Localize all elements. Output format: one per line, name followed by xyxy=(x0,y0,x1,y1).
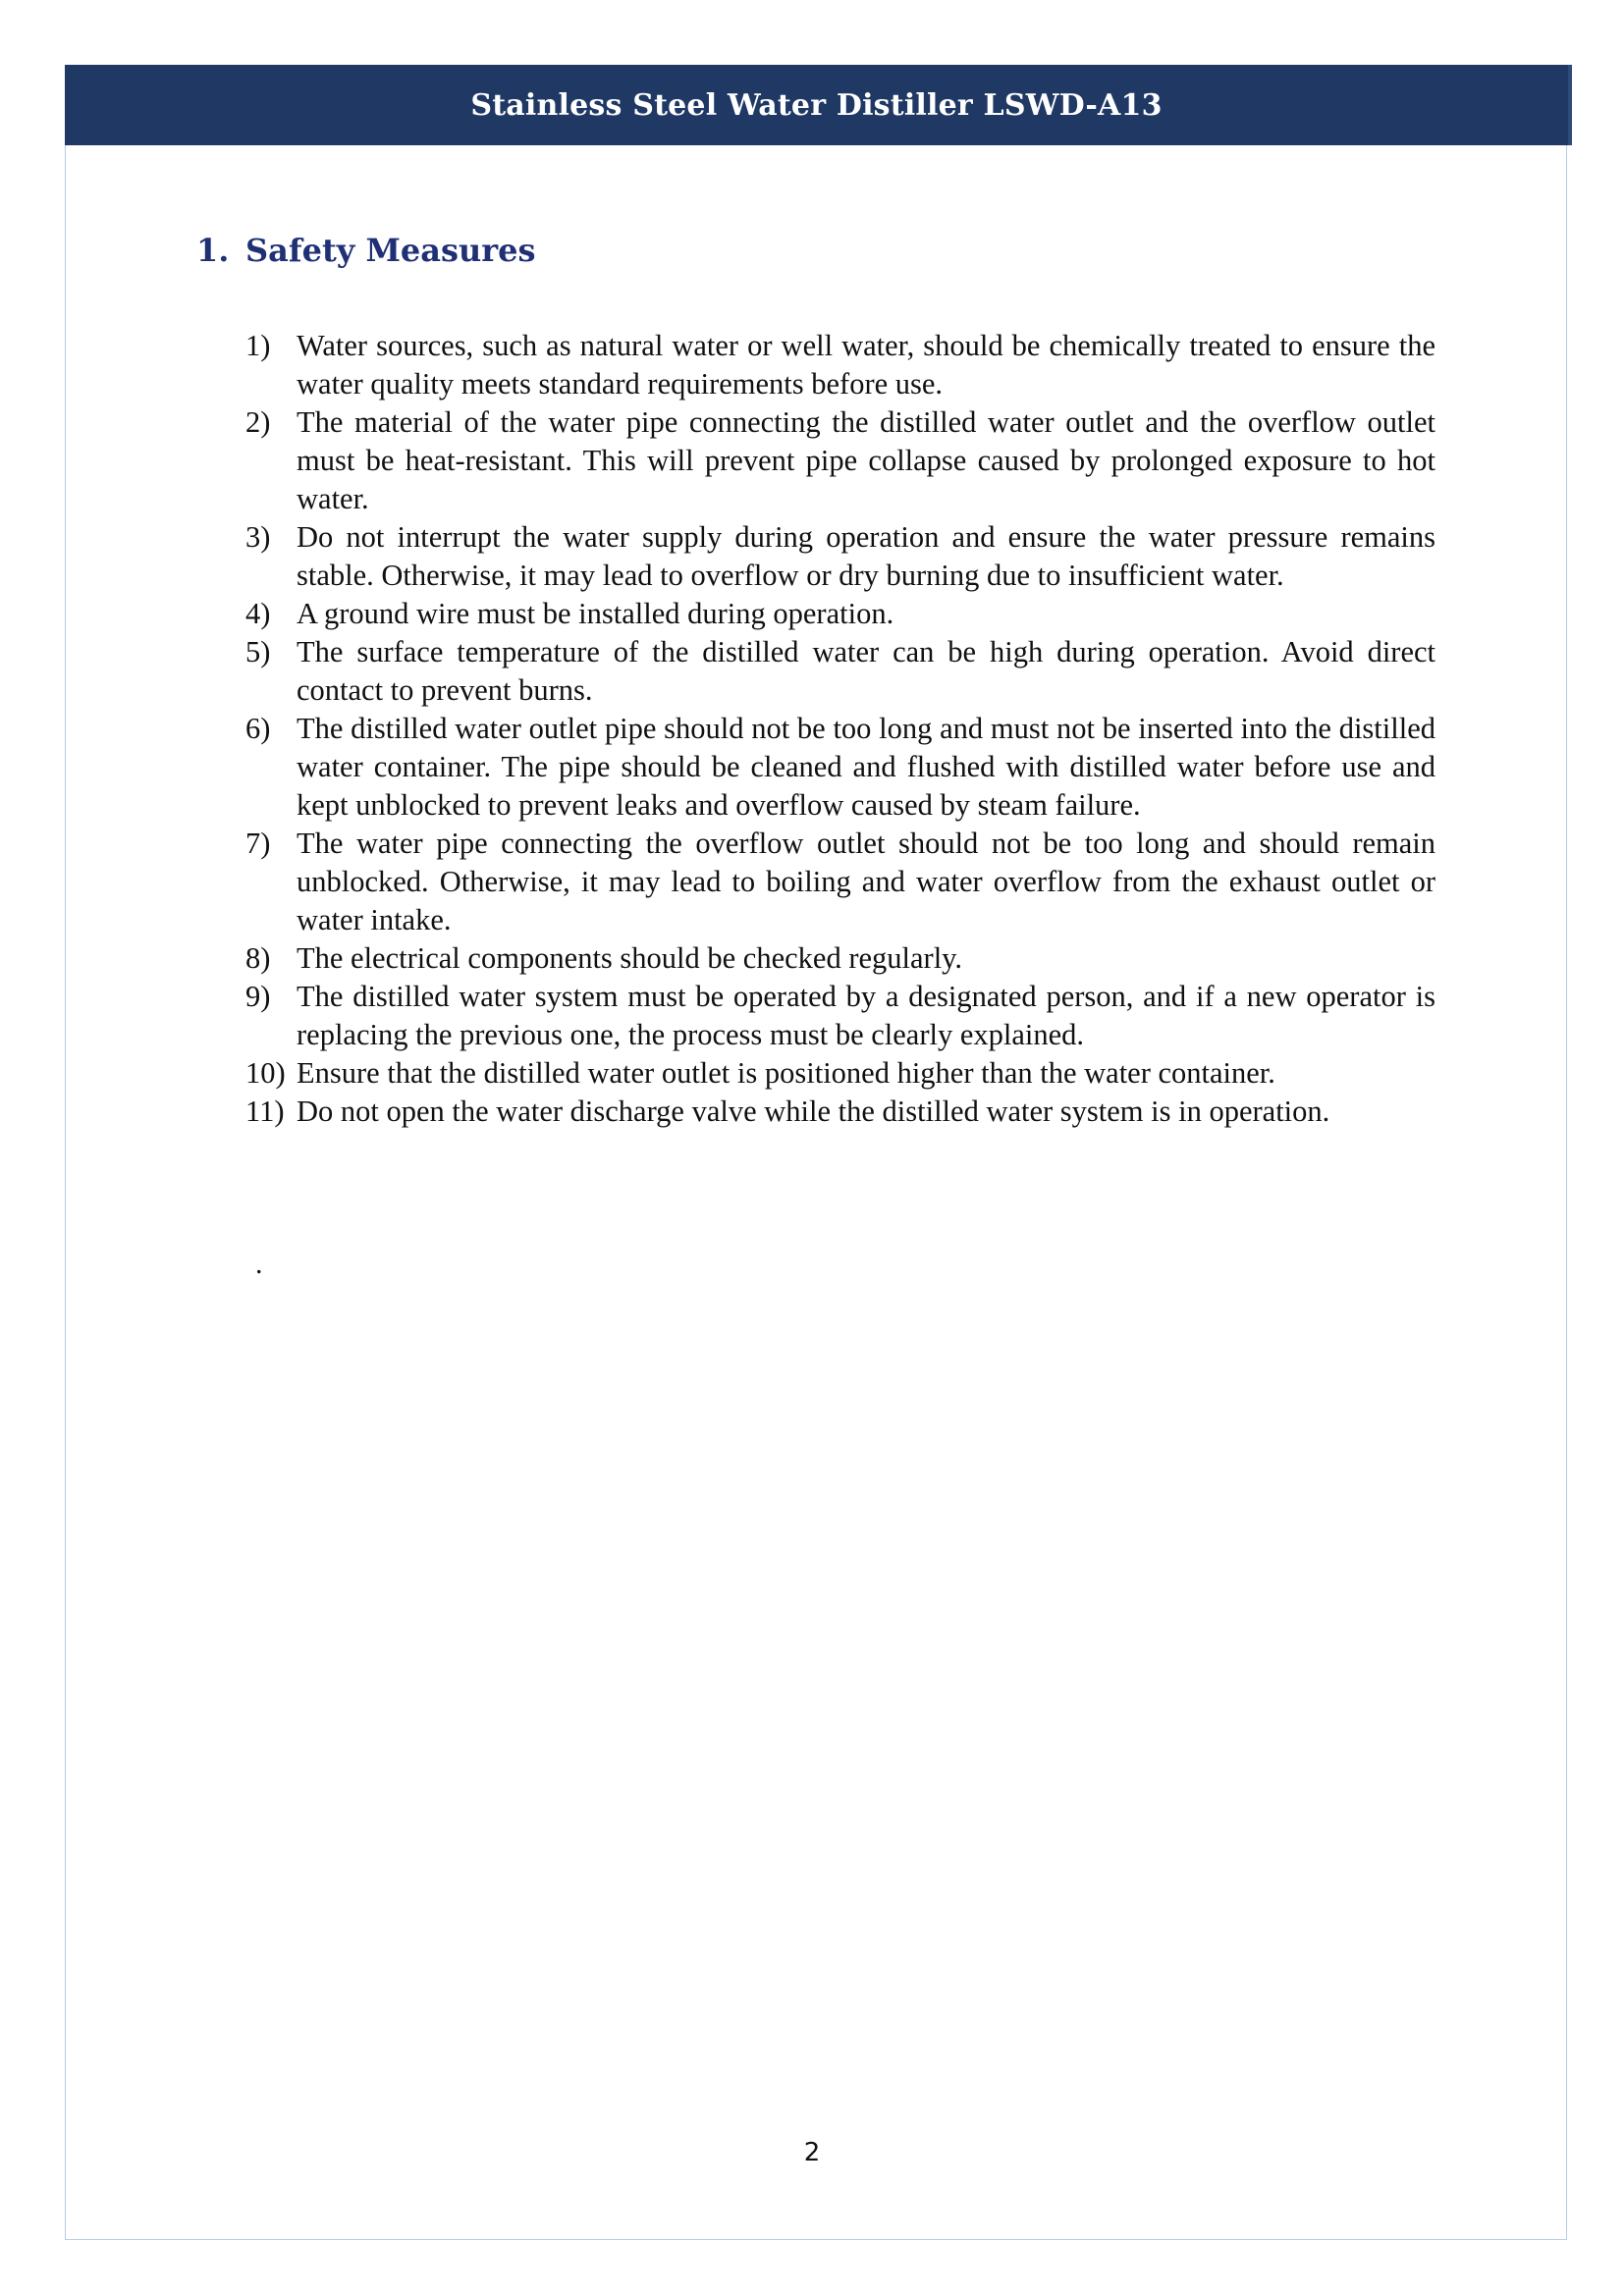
item-number: 2) xyxy=(245,405,271,439)
list-item xyxy=(245,978,1435,1054)
section-number: 1. xyxy=(196,232,230,269)
item-number: 10) xyxy=(245,1056,286,1090)
item-text: A ground wire must be installed during operation. xyxy=(297,597,894,630)
item-number: 6) xyxy=(245,712,271,745)
list-item xyxy=(245,1093,1435,1131)
item-text: Do not interrupt the water supply during operation and ensure the water pressure remains stable. Otherwise, it may lead to overflow or dry burning due to insufficient water. xyxy=(297,520,1435,592)
item-text: Ensure that the distilled water outlet is positioned higher than the water container. xyxy=(297,1056,1275,1090)
document-title: Stainless Steel Water Distiller LSWD-A13 xyxy=(470,87,1163,123)
item-number: 3) xyxy=(245,520,271,554)
item-text: The surface temperature of the distilled water can be high during operation. Avoid direct contact to prevent burns. xyxy=(297,635,1435,707)
item-text: Water sources, such as natural water or well water, should be chemically treated to ensure the water quality meets standard requirements before use. xyxy=(297,329,1435,400)
list-item xyxy=(245,710,1435,825)
list-item xyxy=(245,1054,1435,1093)
item-text: Do not open the water discharge valve while the distilled water system is in operation. xyxy=(297,1095,1330,1128)
section-title: Safety Measures xyxy=(245,232,536,269)
item-text: The distilled water system must be operated by a designated person, and if a new operator is replacing the previous one, the process must be clearly explained. xyxy=(297,980,1435,1051)
item-text: The electrical components should be checked regularly. xyxy=(297,941,963,975)
list-item xyxy=(245,403,1435,518)
item-text: The distilled water outlet pipe should not be too long and must not be inserted into the distilled water container. The pipe should be cleaned and flushed with distilled water before use and kept unblocked to prevent leaks and overflow caused by steam failure. xyxy=(297,712,1435,822)
header-bar xyxy=(65,65,1572,145)
list-item xyxy=(245,633,1435,710)
item-text: The water pipe connecting the overflow outlet should not be too long and should remain unblocked. Otherwise, it may lead to boiling and water overflow from the exhaust outlet or water intake. xyxy=(297,827,1435,936)
item-number: 7) xyxy=(245,827,271,860)
list-item xyxy=(245,518,1435,595)
item-text: The material of the water pipe connecting the distilled water outlet and the overflow outlet must be heat-resistant. This will prevent pipe collapse caused by prolonged exposure to hot water. xyxy=(297,405,1435,515)
list-item xyxy=(245,939,1435,978)
item-number: 5) xyxy=(245,635,271,668)
section-heading xyxy=(196,232,536,269)
item-number: 9) xyxy=(245,980,271,1013)
item-number: 1) xyxy=(245,329,271,362)
list-item xyxy=(245,327,1435,403)
list-item xyxy=(245,825,1435,939)
safety-measures-list xyxy=(245,327,1435,1131)
list-item xyxy=(245,595,1435,633)
page-number: 2 xyxy=(803,2138,821,2167)
item-number: 11) xyxy=(245,1095,285,1128)
item-number: 4) xyxy=(245,597,271,630)
item-number: 8) xyxy=(245,941,271,975)
stray-period: . xyxy=(255,1248,263,1280)
